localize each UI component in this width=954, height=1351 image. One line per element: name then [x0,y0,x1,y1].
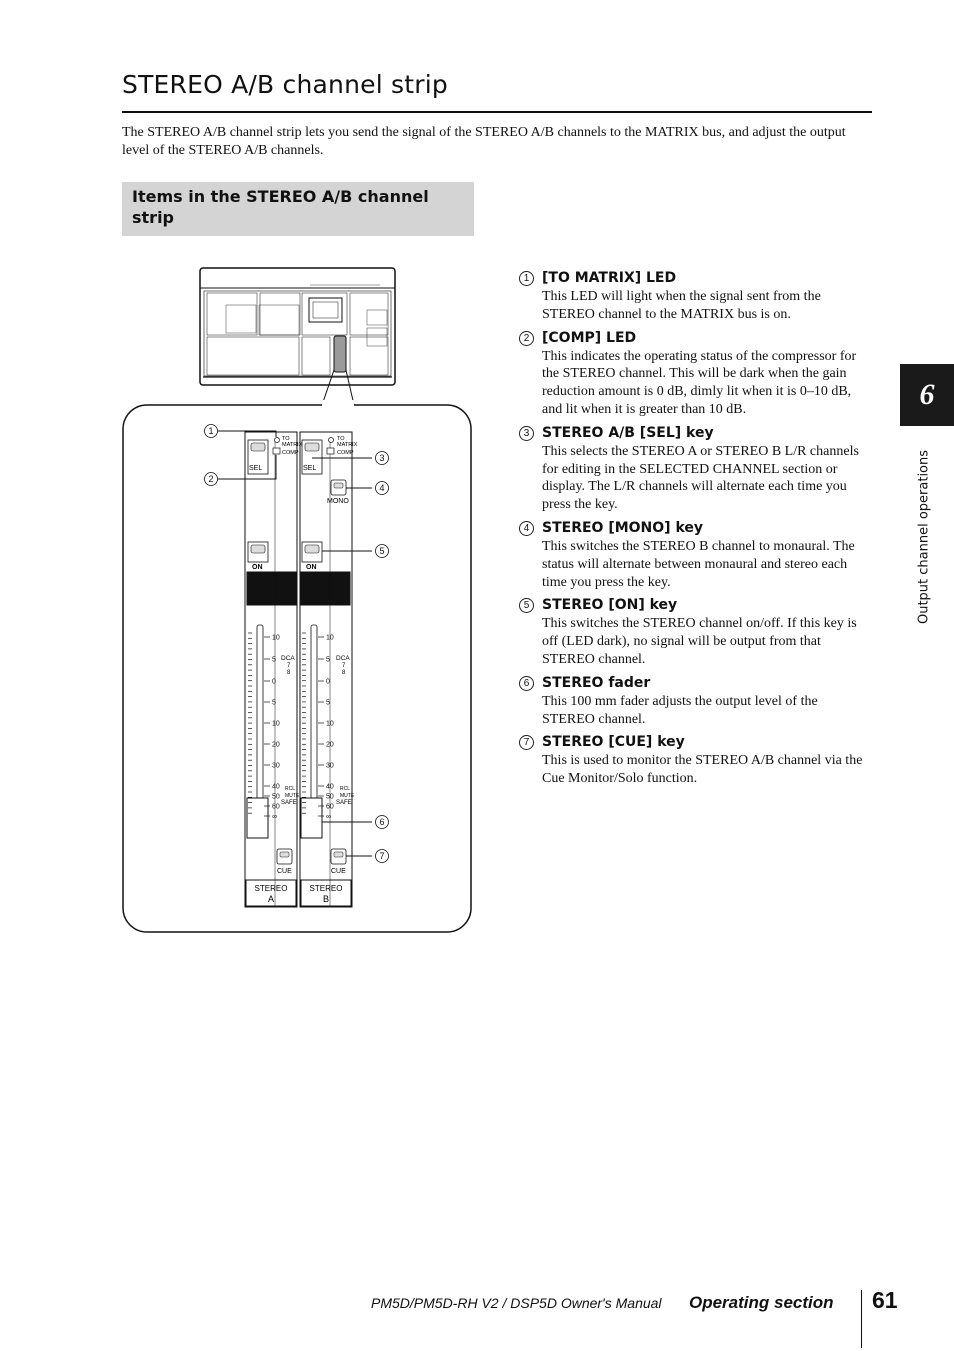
item-number: 1 [519,271,534,286]
mute-label-a: MUTE [285,793,300,799]
item-number: 2 [519,331,534,346]
fader-scale-label: 10 [326,720,334,728]
cue-label-b: CUE [331,868,346,875]
list-item [519,268,874,324]
fader-scale-label: 5 [272,656,276,664]
chapter-tab: 6 [900,364,954,426]
rcl-label-a: RCL [285,786,296,792]
strip-a-letter: A [267,894,275,904]
sel-label-a: SEL [249,465,263,472]
intro-paragraph: The STEREO A/B channel strip lets you send the signal of the STEREO A/B channels to the MATRIX bus, and adjust the output level of the STEREO A/B channels. [122,125,846,158]
dca-label-b: DCA [336,655,350,662]
matrix-label-a: MATRIX [282,442,303,448]
callout-6: 6 [379,817,385,827]
list-item [519,595,874,668]
item-description: This 100 mm fader adjusts the output level of the STEREO channel. [542,693,818,727]
item-title: STEREO [MONO] key [542,519,703,536]
fader-scale-label: 20 [272,741,280,749]
item-description: This switches the STEREO B channel to monaural. The status will alternate between monaural and stereo each time you press the key. [542,538,855,590]
item-title: [COMP] LED [542,329,637,346]
comp-label-b: COMP [337,450,354,456]
list-item [519,328,874,419]
on-label-b: ON [306,564,317,571]
list-item [519,732,874,788]
item-title: STEREO fader [542,674,651,691]
dca8-label-b: 8 [342,670,346,676]
footer-rule [861,1290,862,1348]
item-description: This LED will light when the signal sent from the STEREO channel to the MATRIX bus is on. [542,289,821,322]
callout-1: 1 [208,426,214,436]
strip-b-name: STEREO [309,884,343,893]
dca7-label-b: 7 [342,663,346,669]
sel-label-b: SEL [303,465,317,472]
fader-scale-label: 30 [272,762,280,770]
fader-scale-label: 5 [326,656,330,664]
item-description: This is used to monitor the STEREO A/B channel via the Cue Monitor/Solo function. [542,753,863,787]
chapter-side-label: Output channel operations [916,449,932,625]
callout-2: 2 [208,474,214,484]
fader-scale-label: 10 [326,634,334,642]
safe-label-b: SAFE [336,800,352,806]
item-number: 6 [519,676,534,691]
fader-scale-label: 40 [326,783,334,791]
fader-scale-label: ∞ [326,813,331,821]
item-number: 3 [519,426,534,441]
on-label-a: ON [252,564,263,571]
mono-label: MONO [327,498,349,505]
matrix-label-b: MATRIX [337,442,358,448]
list-item [519,518,874,591]
subheading: Items in the STEREO A/B channel strip [132,187,429,227]
fader-scale-label: 5 [326,699,330,707]
item-description: This switches the STEREO channel on/off. If this key is off (LED dark), no signal will be output from that STEREO channel. [542,616,857,667]
fader-scale-label: 60 [272,803,280,811]
fader-scale-label: 0 [326,678,330,686]
item-number: 5 [519,598,534,613]
fader-scale-label: 5 [272,699,276,707]
comp-label-a: COMP [282,450,299,456]
fader-scale-label: 20 [326,741,334,749]
item-list [519,268,874,792]
dca8-label-a: 8 [287,670,291,676]
fader-scale-label: 30 [326,762,334,770]
item-title: STEREO A/B [SEL] key [542,424,714,441]
item-title: STEREO [CUE] key [542,734,685,751]
fader-scale-label: ∞ [272,813,277,821]
dca7-label-a: 7 [287,663,291,669]
fader-scale-label: 10 [272,634,280,642]
console-overview [200,268,395,385]
fader-scale-label: 60 [326,803,334,811]
fader-scale-label: 40 [272,783,280,791]
item-title: [TO MATRIX] LED [542,270,677,286]
footer-section-name: Operating section [689,1293,834,1312]
strip-a-name: STEREO [254,884,288,893]
callout-7: 7 [379,851,385,861]
item-description: This selects the STEREO A or STEREO B L/R channels for editing in the SELECTED CHANNEL section or display. The L/R channels will alternate each time you press the key. [542,443,859,513]
item-number: 4 [519,521,534,536]
fader-scale-label: 10 [272,720,280,728]
item-title: STEREO [ON] key [542,597,678,614]
cue-label-a: CUE [277,868,292,875]
page-title: STEREO A/B channel strip [122,70,448,99]
strip-b-letter: B [322,894,330,904]
mute-label-b: MUTE [340,793,355,799]
callout-5: 5 [379,546,385,556]
fader-scale-label: 50 [326,793,334,801]
item-description: This indicates the operating status of the compressor for the STEREO channel. This will be dark when the gain reduction amount is 0 dB, dimly lit when it is 0–10 dB, and lit when it is greater than 10 dB. [542,348,857,417]
item-number: 7 [519,735,534,750]
dca-label-a: DCA [281,655,295,662]
callout-4: 4 [379,483,385,493]
to-label-a: TO [282,436,290,442]
to-label-b: TO [337,436,345,442]
fader-scale-label: 0 [272,678,276,686]
page-number: 61 [872,1287,898,1313]
list-item [519,423,874,514]
footer-manual-title: PM5D/PM5D-RH V2 / DSP5D Owner's Manual [371,1295,662,1311]
list-item [519,673,874,729]
callout-3: 3 [379,453,385,463]
fader-scale-label: 50 [272,793,280,801]
safe-label-a: SAFE [281,800,297,806]
rcl-label-b: RCL [340,786,351,792]
